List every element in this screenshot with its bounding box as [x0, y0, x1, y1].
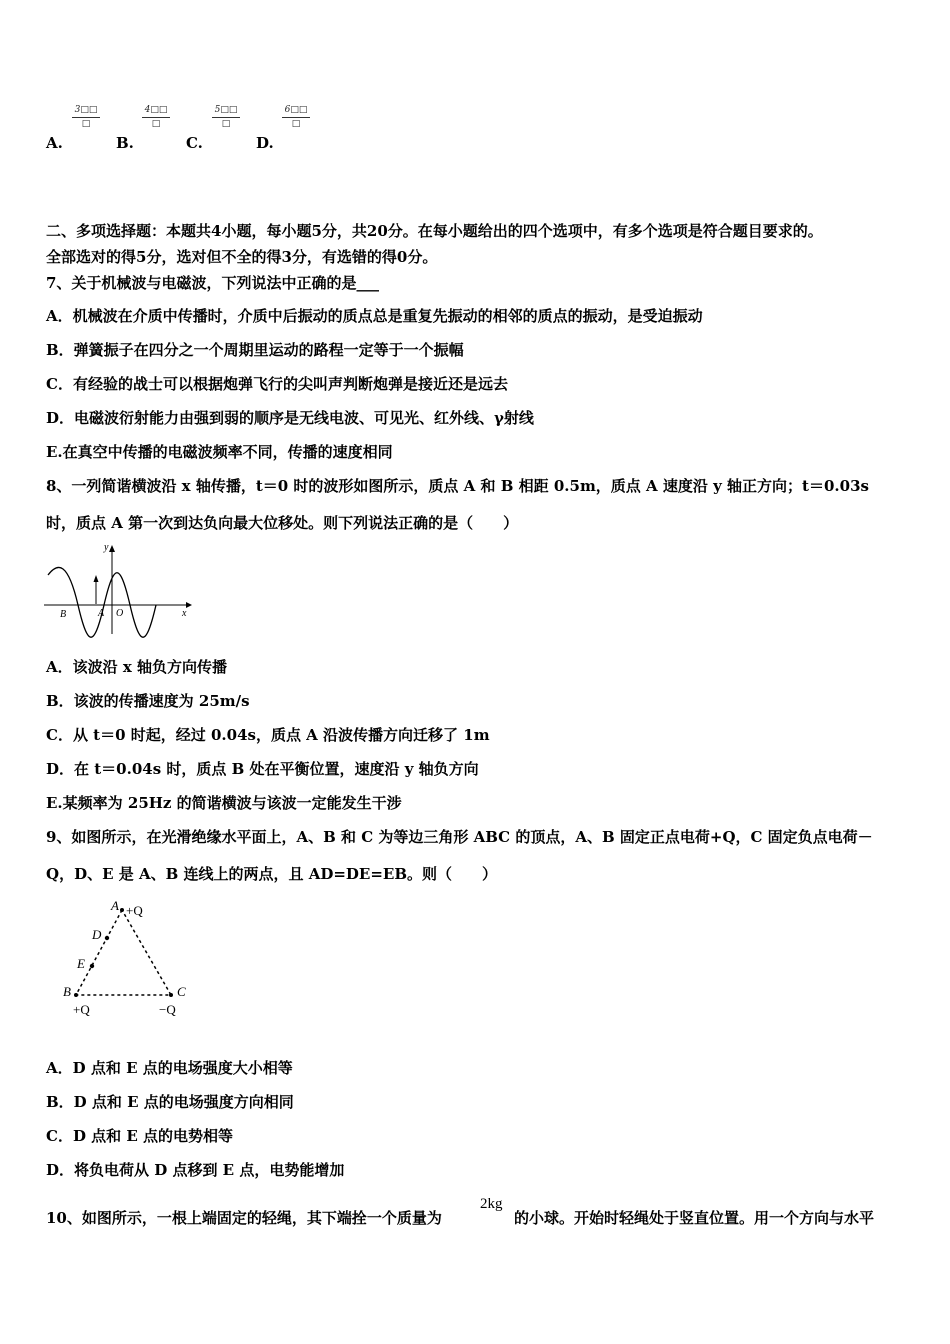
q9-stem-line1: 9、如图所示，在光滑绝缘水平面上，A、B 和 C 为等边三角形 ABC 的顶点，A、B 固定正点电荷+Q，C 固定负点电荷－	[46, 828, 873, 846]
section2-instructions-line2: 全部选对的得5分，选对但不全的得3分，有选错的得0分。	[46, 248, 438, 266]
q9-option-a: A．D 点和 E 点的电场强度大小相等	[46, 1059, 293, 1077]
q6-option-b-label: B.	[116, 134, 134, 152]
q9-label-d: D	[92, 927, 102, 942]
q8-label-b: B	[60, 609, 67, 620]
q6-option-b-den: □	[151, 119, 161, 129]
q6-option-d-fraction	[282, 104, 310, 130]
q8-stem-line2: 时，质点 A 第一次到达负向最大位移处。则下列说法正确的是（ ）	[46, 514, 519, 532]
q7-option-c: C．有经验的战士可以根据炮弹飞行的尖叫声判断炮弹是接近还是远去	[46, 375, 508, 393]
q6-option-c-fraction	[212, 104, 240, 130]
q8-label-y: y	[104, 542, 109, 553]
q8-stem-line1: 8、一列简谐横波沿 x 轴传播，t＝0 时的波形如图所示，质点 A 和 B 相距 0.5m，质点 A 速度沿 y 轴正方向；t＝0.03s	[46, 477, 869, 495]
q9-point-b	[74, 993, 78, 997]
q6-option-d-label: D.	[256, 134, 274, 152]
q8-wave-curve	[48, 567, 156, 637]
q6-option-d-den: □	[291, 119, 301, 129]
q9-label-c: C	[177, 984, 186, 999]
q8-option-e: E.某频率为 25Hz 的简谐横波与该波一定能发生干涉	[46, 794, 402, 812]
q6-option-b-num: 4□□	[142, 104, 170, 118]
q6-option-a-label: A.	[46, 134, 63, 152]
q8-option-a: A．该波沿 x 轴负方向传播	[46, 658, 228, 676]
q6-option-c-den: □	[221, 119, 231, 129]
q9-label-c-charge: −Q	[159, 1002, 176, 1017]
q8-label-o: O	[116, 608, 124, 619]
q6-option-d-num: 6□□	[282, 104, 310, 118]
q10-stem-part1: 10、如图所示，一根上端固定的轻绳，其下端拴一个质量为	[46, 1209, 442, 1227]
q8-velocity-arrowhead	[94, 575, 99, 582]
q6-option-a-den: □	[81, 119, 91, 129]
q7-option-b: B．弹簧振子在四分之一个周期里运动的路程一定等于一个振幅	[46, 341, 464, 359]
q9-point-e	[90, 964, 94, 968]
q9-triangle-figure	[56, 896, 196, 1024]
q10-stem-part2: 的小球。开始时轻绳处于竖直位置。用一个方向与水平	[514, 1209, 875, 1227]
q7-option-d: D．电磁波衍射能力由强到弱的顺序是无线电波、可见光、红外线、γ射线	[46, 409, 534, 427]
q9-triangle	[76, 910, 171, 995]
q6-option-c-num: 5□□	[212, 104, 240, 118]
q8-wave-figure	[44, 540, 194, 638]
q9-option-d: D．将负电荷从 D 点移到 E 点，电势能增加	[46, 1161, 345, 1179]
q9-label-a-charge: +Q	[126, 903, 143, 918]
q6-option-c-label: C.	[186, 134, 203, 152]
q10-mass: 2kg	[480, 1196, 503, 1212]
q7-stem: 7、关于机械波与电磁波，下列说法中正确的是___	[46, 274, 379, 292]
q9-label-b-charge: +Q	[73, 1002, 90, 1017]
q9-option-b: B．D 点和 E 点的电场强度方向相同	[46, 1093, 294, 1111]
q8-y-axis-arrow	[109, 545, 115, 552]
q6-option-b-fraction	[142, 104, 170, 130]
q7-option-e: E.在真空中传播的电磁波频率不同，传播的速度相同	[46, 443, 393, 461]
q9-point-a	[120, 908, 124, 912]
q6-option-a-fraction	[72, 104, 100, 130]
q8-option-b: B．该波的传播速度为 25m/s	[46, 692, 250, 710]
q9-label-b: B	[63, 984, 71, 999]
q8-label-a: A	[98, 608, 105, 619]
section2-instructions-line1: 二、多项选择题：本题共4小题，每小题5分，共20分。在每小题给出的四个选项中，有多个选项是符合题目要求的。	[46, 222, 823, 240]
q7-option-a: A．机械波在介质中传播时，介质中后振动的质点总是重复先振动的相邻的质点的振动，是受迫振动	[46, 307, 703, 325]
q8-option-d: D．在 t＝0.04s 时，质点 B 处在平衡位置，速度沿 y 轴负方向	[46, 760, 479, 778]
q9-point-c	[169, 993, 173, 997]
q6-options	[46, 104, 346, 150]
q9-label-e: E	[77, 956, 85, 971]
q8-label-x: x	[182, 608, 187, 619]
q8-x-axis-arrow	[186, 602, 192, 608]
q8-option-c: C．从 t＝0 时起，经过 0.04s，质点 A 沿波传播方向迁移了 1m	[46, 726, 490, 744]
q9-label-a: A	[111, 898, 119, 913]
q6-option-a-num: 3□□	[72, 104, 100, 118]
q9-option-c: C．D 点和 E 点的电势相等	[46, 1127, 234, 1145]
q9-point-d	[105, 936, 109, 940]
q9-stem-line2: Q，D、E 是 A、B 连线上的两点，且 AD=DE=EB。则（ ）	[46, 865, 498, 883]
